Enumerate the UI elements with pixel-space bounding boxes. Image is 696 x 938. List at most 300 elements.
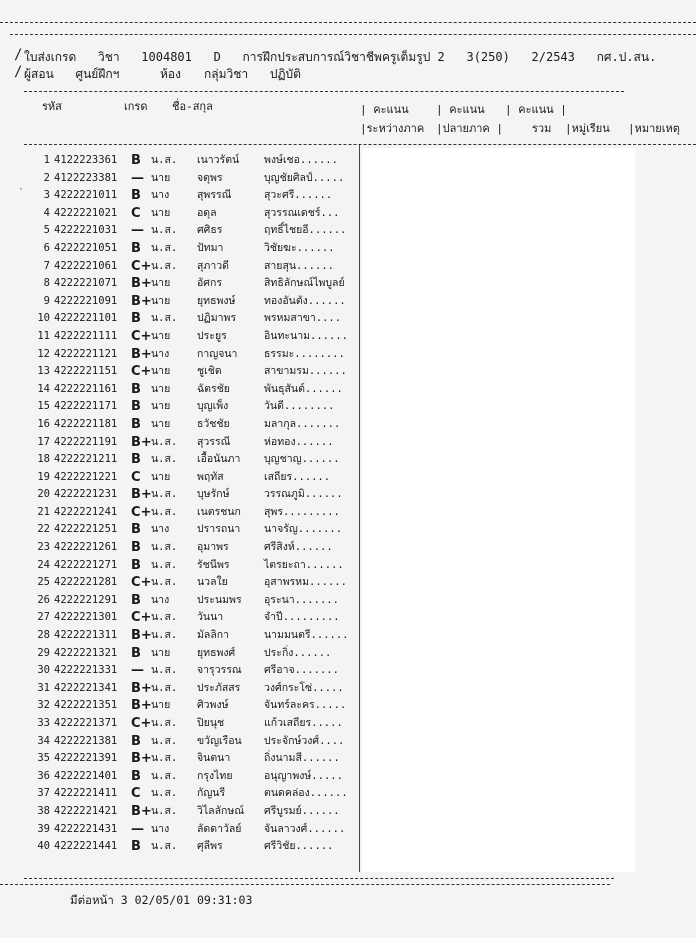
- student-id: 4222221151: [54, 365, 118, 378]
- name-title: นาง: [151, 347, 170, 360]
- next-page: 3: [120, 893, 128, 907]
- student-id: 4222221421: [54, 804, 118, 817]
- table-row: [34, 697, 364, 715]
- last-name: ศรีวิชัย......: [264, 840, 334, 853]
- last-name: อินทะนาม......: [264, 329, 348, 342]
- row-number: 4: [43, 206, 50, 219]
- student-id: 4222221031: [54, 224, 118, 237]
- grade: C: [131, 786, 141, 802]
- first-name: วิไลลักษณ์: [197, 804, 245, 817]
- table-row: [34, 222, 364, 240]
- grade: C+: [131, 328, 152, 344]
- student-id: 4222221221: [54, 470, 118, 483]
- student-id: 4222221391: [54, 752, 118, 765]
- table-row: [34, 680, 364, 698]
- grade: B: [131, 645, 141, 661]
- last-name: อนุญาพงษ์.....: [264, 769, 343, 782]
- name-title: น.ส.: [151, 629, 178, 642]
- table-row: [34, 504, 364, 522]
- table-row: [34, 416, 364, 434]
- slash-mark-1: /: [14, 47, 23, 63]
- last-name: สาขามรม......: [264, 365, 347, 378]
- group-label: กลุ่มวิชา: [204, 67, 249, 81]
- grade: C+: [131, 364, 152, 380]
- first-name: ฉัตรชัย: [197, 382, 230, 395]
- student-id: 4222221061: [54, 259, 118, 272]
- grade: B+: [131, 293, 152, 309]
- bottom-rule-2: [0, 884, 610, 885]
- credits: 3(250): [466, 50, 510, 64]
- header-line-1: [24, 50, 656, 64]
- row-number: 39: [37, 822, 50, 835]
- first-name: มัลลิกา: [197, 629, 230, 642]
- name-title: นาย: [151, 382, 171, 395]
- table-row: [34, 258, 364, 276]
- grade: B: [131, 240, 141, 256]
- first-name: สุวรรณี: [197, 435, 231, 448]
- name-title: นาย: [151, 417, 171, 430]
- table-row: [34, 170, 364, 188]
- name-title: น.ส.: [151, 453, 178, 466]
- name-title: น.ส.: [151, 664, 178, 677]
- table-row: [34, 152, 364, 170]
- name-title: น.ส.: [151, 734, 178, 747]
- first-name: ศศิธร: [197, 224, 223, 237]
- name-title: นาย: [151, 470, 171, 483]
- table-row: [34, 645, 364, 663]
- row-number: 19: [37, 470, 50, 483]
- grade: B: [131, 557, 141, 573]
- table-row: [34, 803, 364, 821]
- last-name: พรหมสาขา....: [264, 312, 342, 325]
- room-label: ห้อง: [160, 67, 181, 81]
- row-number: 10: [37, 312, 50, 325]
- first-name: ศุลีพร: [197, 840, 223, 853]
- col-final: |ปลายภาค |: [436, 122, 504, 135]
- remark-label: หมายเหตุ: [634, 122, 680, 135]
- student-id: 4222221171: [54, 400, 118, 413]
- row-number: 8: [43, 277, 50, 290]
- table-row: [34, 592, 364, 610]
- grade: C+: [131, 575, 152, 591]
- row-number: 11: [37, 329, 50, 342]
- grade: B+: [131, 346, 152, 362]
- column-header-rule: [24, 144, 696, 145]
- first-name: ธวัชชัย: [197, 417, 230, 430]
- last-name: สายสุน......: [264, 259, 334, 272]
- table-row: [34, 240, 364, 258]
- name-title: น.ส.: [151, 241, 178, 254]
- row-number: 38: [37, 804, 50, 817]
- grade: B+: [131, 680, 152, 696]
- last-name: วิชัยฆะ......: [264, 241, 335, 254]
- name-title: นาย: [151, 699, 171, 712]
- first-name: ปฏิมาพร: [197, 312, 237, 325]
- row-number: 36: [37, 769, 50, 782]
- first-name: ปรารถนา: [197, 523, 241, 536]
- first-name: ยุทธพงศ์: [197, 646, 236, 659]
- row-number: 22: [37, 523, 50, 536]
- first-name: ศิวพงษ์: [197, 699, 229, 712]
- last-name: ศรีสิงห์......: [264, 541, 333, 554]
- grade: —: [131, 223, 144, 239]
- last-name: ฤทธิ์ไชยอี......: [264, 224, 347, 237]
- col-score-3: | คะแนน |: [505, 103, 567, 116]
- student-id: 4222221401: [54, 769, 118, 782]
- col-score-1: | คะแนน: [360, 103, 409, 116]
- table-row: [34, 381, 364, 399]
- last-name: ห่อทอง......: [264, 435, 334, 448]
- student-id: 4222221431: [54, 822, 118, 835]
- first-name: ประยูร: [197, 329, 227, 342]
- name-title: นาย: [151, 365, 171, 378]
- grade: C: [131, 205, 141, 221]
- first-name: พฤทัส: [197, 470, 224, 483]
- student-id: 4222221091: [54, 294, 118, 307]
- row-number: 40: [37, 840, 50, 853]
- last-name: อุสาพรหม......: [264, 576, 347, 589]
- grade: B: [131, 416, 141, 432]
- student-id: 4222221341: [54, 681, 118, 694]
- program: กศ.ป.สน.: [596, 50, 657, 64]
- row-number: 5: [43, 224, 50, 237]
- scan-speck: ·: [18, 184, 25, 195]
- first-name: วันนา: [197, 611, 224, 624]
- last-name: ทองอันตัง......: [264, 294, 346, 307]
- last-name: วรรณภูมิ......: [264, 488, 343, 501]
- row-number: 28: [37, 629, 50, 642]
- grade: B: [131, 399, 141, 415]
- row-number: 27: [37, 611, 50, 624]
- grade: B: [131, 540, 141, 556]
- final-label: ปลายภาค: [442, 122, 490, 135]
- name-title: น.ส.: [151, 787, 178, 800]
- last-name: แก้วเสถียร.....: [264, 717, 343, 729]
- table-row: [34, 310, 364, 328]
- row-number: 32: [37, 699, 50, 712]
- table-row: [34, 187, 364, 205]
- last-name: วงศ์กระโซ่.....: [264, 681, 344, 694]
- student-id: 4222221121: [54, 347, 118, 360]
- col-grade: เกรด: [124, 100, 148, 113]
- table-row: [34, 821, 364, 839]
- name-title: น.ส.: [151, 558, 178, 571]
- row-number: 30: [37, 664, 50, 677]
- grade: B+: [131, 751, 152, 767]
- grade: B: [131, 188, 141, 204]
- student-id: 4222221111: [54, 329, 118, 342]
- first-name: อดุล: [197, 206, 217, 219]
- student-id: 4222221181: [54, 417, 118, 430]
- subject-name: การฝึกประสบการณ์วิชาชีพครูเต็มรูป 2: [242, 50, 445, 64]
- name-title: น.ส.: [151, 154, 178, 166]
- first-name: ปิยนุช: [197, 717, 225, 729]
- student-id: 4222221251: [54, 523, 118, 536]
- row-number: 37: [37, 787, 50, 800]
- instructor: ศูนย์ฝึกฯ: [75, 67, 120, 81]
- first-name: บุญเพ็ง: [197, 400, 229, 413]
- row-number: 35: [37, 752, 50, 765]
- last-name: ตนดคล่อง......: [264, 787, 348, 800]
- grade: B+: [131, 487, 152, 503]
- col-name: ชื่อ-สกุล: [172, 100, 213, 113]
- table-row: [34, 838, 364, 856]
- row-number: 34: [37, 734, 50, 747]
- midterm-label: ระหว่างภาค: [366, 122, 425, 135]
- name-title: นาง: [151, 593, 170, 606]
- col-midterm: |ระหว่างภาค: [360, 122, 425, 135]
- last-name: เสถียร......: [264, 470, 331, 483]
- last-name: สุพร.........: [264, 505, 340, 518]
- table-row: [34, 205, 364, 223]
- name-title: นาง: [151, 189, 170, 202]
- first-name: บุษรักษ์: [197, 488, 230, 501]
- table-row: [34, 662, 364, 680]
- group: ปฏิบัติ: [269, 67, 301, 81]
- name-title: น.ส.: [151, 752, 178, 765]
- first-name: ลัดดาวัลย์: [197, 822, 242, 835]
- grade: C: [131, 469, 141, 485]
- grade: B: [131, 153, 141, 168]
- grade: —: [131, 821, 144, 837]
- first-name: อัศกร: [197, 277, 222, 290]
- student-id: 4222221331: [54, 664, 118, 677]
- row-number: 3: [43, 189, 50, 202]
- first-name: จินตนา: [197, 752, 231, 765]
- last-name: สุวะศรี......: [264, 189, 333, 202]
- last-name: ศรีอาจ.......: [264, 664, 339, 677]
- table-row: [34, 557, 364, 575]
- last-name: พันธุสันต์......: [264, 382, 343, 395]
- row-number: 15: [37, 400, 50, 413]
- first-name: กรุงไทย: [197, 769, 233, 782]
- last-name: ประกิ่ง......: [264, 646, 332, 659]
- row-number: 17: [37, 435, 50, 448]
- table-row: [34, 785, 364, 803]
- table-row: [34, 715, 364, 733]
- row-number: 6: [43, 241, 50, 254]
- grade: C+: [131, 610, 152, 626]
- next-page-label: มีต่อหน้า: [70, 893, 114, 907]
- student-id: 4122223361: [54, 154, 118, 166]
- last-name: พงษ์เชอ......: [264, 154, 338, 166]
- row-number: 1: [43, 154, 50, 166]
- name-title: น.ส.: [151, 435, 178, 448]
- subject-code: 1004801: [141, 50, 192, 64]
- name-title: น.ส.: [151, 259, 178, 272]
- col-remark: |หมายเหตุ: [628, 122, 680, 135]
- doc-title: ใบส่งเกรด: [24, 50, 77, 64]
- student-id: 4222221381: [54, 734, 118, 747]
- student-id: 4222221101: [54, 312, 118, 325]
- first-name: จารุวรรณ: [197, 664, 242, 677]
- score-label-1: คะแนน: [373, 103, 409, 116]
- first-name: สุพรรณี: [197, 189, 232, 202]
- grade: B+: [131, 276, 152, 292]
- last-name: มลากุล.......: [264, 417, 341, 430]
- last-name: สิทธิลักษณ์ไพบูลย์: [264, 277, 345, 290]
- row-number: 25: [37, 576, 50, 589]
- row-number: 2: [43, 171, 50, 184]
- first-name: ประนมพร: [197, 593, 242, 606]
- name-title: นาย: [151, 277, 171, 290]
- table-row: [34, 750, 364, 768]
- table-row: [34, 539, 364, 557]
- table-row: [34, 293, 364, 311]
- student-id: 4222221351: [54, 699, 118, 712]
- grade: C+: [131, 258, 152, 274]
- first-name: นวลใย: [197, 576, 228, 589]
- table-row: [34, 486, 364, 504]
- instructor-label: ผู้สอน: [24, 67, 54, 81]
- last-name: จันทร์ละคร.....: [264, 699, 347, 712]
- grade: —: [131, 663, 144, 679]
- row-number: 16: [37, 417, 50, 430]
- name-title: นาย: [151, 400, 171, 413]
- first-name: จตุพร: [197, 171, 223, 184]
- table-row: [34, 574, 364, 592]
- name-title: น.ส.: [151, 505, 178, 518]
- student-id: 4222221371: [54, 717, 118, 729]
- first-name: ประภัสสร: [197, 681, 241, 694]
- name-title: น.ส.: [151, 611, 178, 624]
- grade: B: [131, 522, 141, 538]
- name-title: น.ส.: [151, 769, 178, 782]
- table-row: [34, 275, 364, 293]
- row-number: 29: [37, 646, 50, 659]
- student-id: 4222221021: [54, 206, 118, 219]
- row-number: 26: [37, 593, 50, 606]
- row-number: 31: [37, 681, 50, 694]
- student-id: 4122223381: [54, 171, 118, 184]
- student-id: 4222221241: [54, 505, 118, 518]
- name-title: น.ส.: [151, 804, 178, 817]
- student-id: 4222221191: [54, 435, 118, 448]
- name-title: นาย: [151, 329, 171, 342]
- first-name: เอื้อนันภา: [197, 453, 241, 466]
- row-number: 20: [37, 488, 50, 501]
- grade: B: [131, 452, 141, 468]
- table-row: [34, 363, 364, 381]
- table-row: [34, 451, 364, 469]
- name-title: น.ส.: [151, 224, 178, 237]
- table-row: [34, 733, 364, 751]
- name-title: นาย: [151, 171, 171, 184]
- table-row: [34, 434, 364, 452]
- grade: B: [131, 733, 141, 749]
- name-title: นาง: [151, 523, 170, 536]
- last-name: วันดี........: [264, 400, 335, 413]
- row-number: 14: [37, 382, 50, 395]
- bottom-rule-1: [24, 878, 614, 879]
- first-name: ปัทมา: [197, 241, 224, 254]
- last-name: บุญชัยศิลป์.....: [264, 171, 345, 184]
- student-id: 4222221311: [54, 629, 118, 642]
- grade: B+: [131, 803, 152, 819]
- grade: B+: [131, 698, 152, 714]
- first-name: กาญจนา: [197, 347, 238, 360]
- grade: B: [131, 311, 141, 327]
- student-id: 4222221291: [54, 593, 118, 606]
- student-id: 4222221281: [54, 576, 118, 589]
- first-name: รัชนีพร: [197, 558, 230, 571]
- student-id: 4222221231: [54, 488, 118, 501]
- table-row: [34, 768, 364, 786]
- student-id: 4222221011: [54, 189, 118, 202]
- table-row: [34, 521, 364, 539]
- first-name: ชูเชิด: [197, 365, 222, 378]
- row-number: 13: [37, 365, 50, 378]
- student-id: 4222221051: [54, 241, 118, 254]
- student-id: 4222221321: [54, 646, 118, 659]
- name-title: นาง: [151, 822, 170, 835]
- name-title: นาย: [151, 206, 171, 219]
- section: D: [213, 50, 221, 64]
- student-id: 4222221301: [54, 611, 118, 624]
- printed-at: 02/05/01 09:31:03: [134, 893, 253, 907]
- first-name: ขวัญเรือน: [197, 734, 242, 747]
- grade: —: [131, 170, 144, 186]
- row-number: 24: [37, 558, 50, 571]
- score-area: [362, 148, 635, 872]
- header-line-2: [24, 67, 119, 81]
- table-row: [34, 346, 364, 364]
- last-name: ประจักษ์วงศ์....: [264, 734, 345, 747]
- last-name: ไตรยะถา......: [264, 558, 344, 571]
- page-footer: [70, 892, 252, 910]
- last-name: อุระนา.......: [264, 593, 339, 606]
- top-rule-1: [0, 22, 696, 23]
- name-title: น.ส.: [151, 312, 178, 325]
- last-name: จำปี.........: [264, 611, 340, 624]
- row-number: 18: [37, 453, 50, 466]
- grade: C+: [131, 504, 152, 520]
- header-rule: [24, 91, 624, 92]
- name-title: น.ส.: [151, 576, 178, 589]
- score-label-3: คะแนน: [518, 103, 554, 116]
- name-title: นาย: [151, 294, 171, 307]
- table-row: [34, 328, 364, 346]
- grade: B: [131, 768, 141, 784]
- row-number: 21: [37, 505, 50, 518]
- last-name: นามมนตรี......: [264, 629, 349, 642]
- row-number: 23: [37, 541, 50, 554]
- name-title: น.ส.: [151, 717, 178, 729]
- last-name: ธรรมะ........: [264, 347, 345, 360]
- header-group: [204, 67, 301, 81]
- student-id: 4222221071: [54, 277, 118, 290]
- last-name: สุวรรณเดชร์...: [264, 206, 340, 219]
- first-name: เนตรชนก: [197, 505, 241, 518]
- name-title: น.ส.: [151, 488, 178, 501]
- subject-label: วิชา: [97, 50, 120, 64]
- last-name: บุญชาญ......: [264, 453, 340, 466]
- table-row: [34, 627, 364, 645]
- grade: B: [131, 381, 141, 397]
- grade: B: [131, 839, 141, 855]
- row-number: 7: [43, 259, 50, 272]
- name-title: น.ส.: [151, 541, 178, 554]
- last-name: นาจรัญ.......: [264, 523, 343, 536]
- col-code: รหัส: [42, 100, 62, 113]
- table-row: [34, 469, 364, 487]
- col-score-2: | คะแนน: [436, 103, 485, 116]
- top-rule-2: [10, 34, 696, 35]
- first-name: เนาวรัตน์: [197, 154, 240, 166]
- student-table: [34, 152, 364, 856]
- row-number: 12: [37, 347, 50, 360]
- grade: B+: [131, 434, 152, 450]
